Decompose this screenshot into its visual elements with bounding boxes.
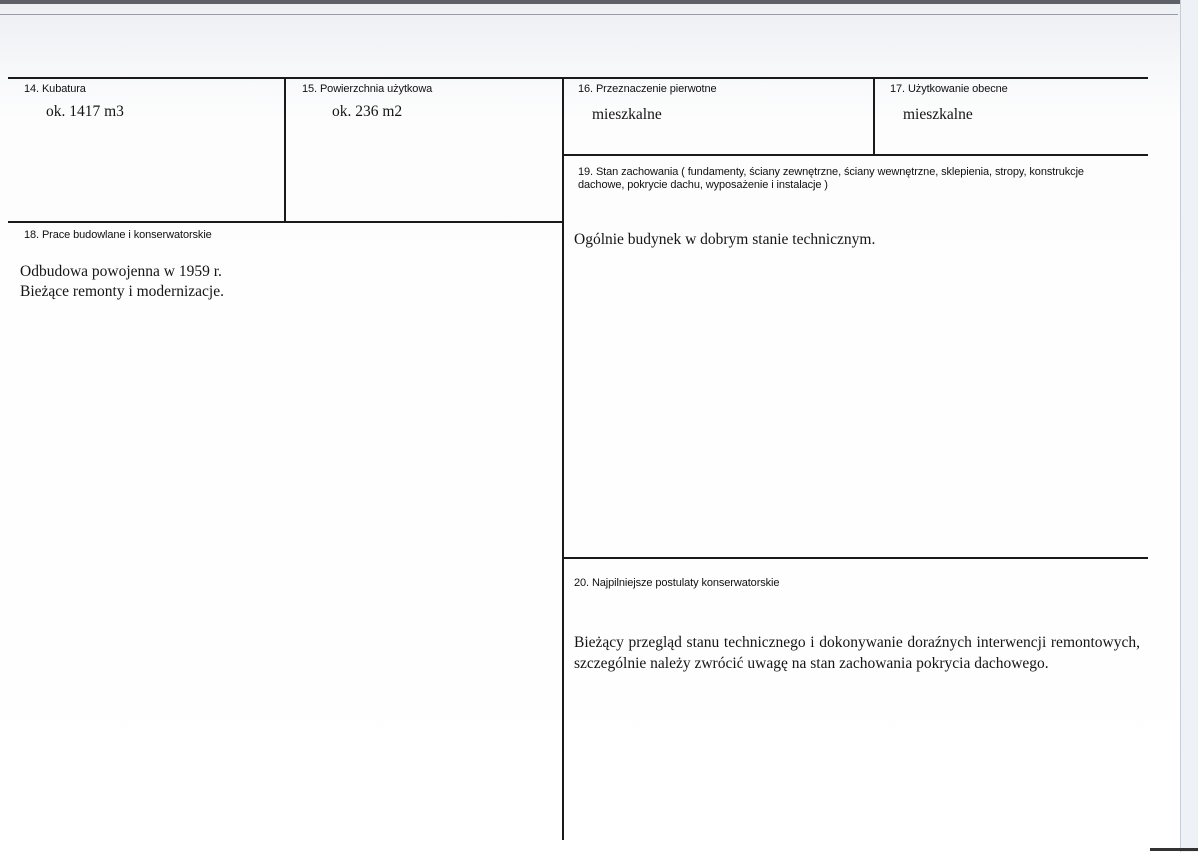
- field-18-value-line-1: Odbudowa powojenna w 1959 r.: [20, 263, 222, 280]
- field-20-value: Bieżący przegląd stanu technicznego i dokonywanie doraźnych interwencji remontowych, szczególnie należy zwrócić uwagę na stan zachowania pokrycia dachowego.: [574, 634, 1140, 672]
- field-19-label: 19. Stan zachowania ( fundamenty, ściany zewnętrzne, ściany wewnętrzne, sklepienia, stropy, konstrukcje dachowe, pokrycie dachu, wyposażenie i instalacje ): [578, 166, 1084, 191]
- field-14-value: ok. 1417 m3: [46, 103, 124, 120]
- center-divider: [562, 78, 564, 840]
- field-17-label: 17. Użytkowanie obecne: [890, 83, 1008, 95]
- divider-19-20: [563, 557, 1148, 559]
- field-14-label: 14. Kubatura: [24, 83, 86, 95]
- field-16-value: mieszkalne: [592, 106, 662, 123]
- field-19-value: Ogólnie budynek w dobrym stanie technicznym.: [574, 231, 876, 248]
- divider-16-17: [873, 78, 875, 155]
- field-18-value-line-2: Bieżące remonty i modernizacje.: [20, 283, 224, 300]
- field-15-label: 15. Powierzchnia użytkowa: [302, 83, 433, 95]
- divider-row-16-17-bottom: [563, 154, 1148, 156]
- field-16-label: 16. Przeznaczenie pierwotne: [578, 83, 717, 95]
- form-top-border: [8, 77, 1148, 79]
- scan-right-edge: [1180, 0, 1198, 852]
- field-18-label: 18. Prace budowlane i konserwatorskie: [24, 229, 212, 241]
- header-rule: [0, 14, 1178, 15]
- divider-row-14-15-bottom: [8, 221, 563, 223]
- scan-top-edge: [0, 0, 1198, 4]
- divider-14-15: [284, 78, 286, 223]
- scan-bottom-mark: [1150, 848, 1198, 851]
- field-18-value: [20, 262, 520, 302]
- field-15-value: ok. 236 m2: [332, 103, 403, 120]
- field-17-value: mieszkalne: [903, 106, 973, 123]
- field-20-label: 20. Najpilniejsze postulaty konserwatorskie: [574, 577, 780, 589]
